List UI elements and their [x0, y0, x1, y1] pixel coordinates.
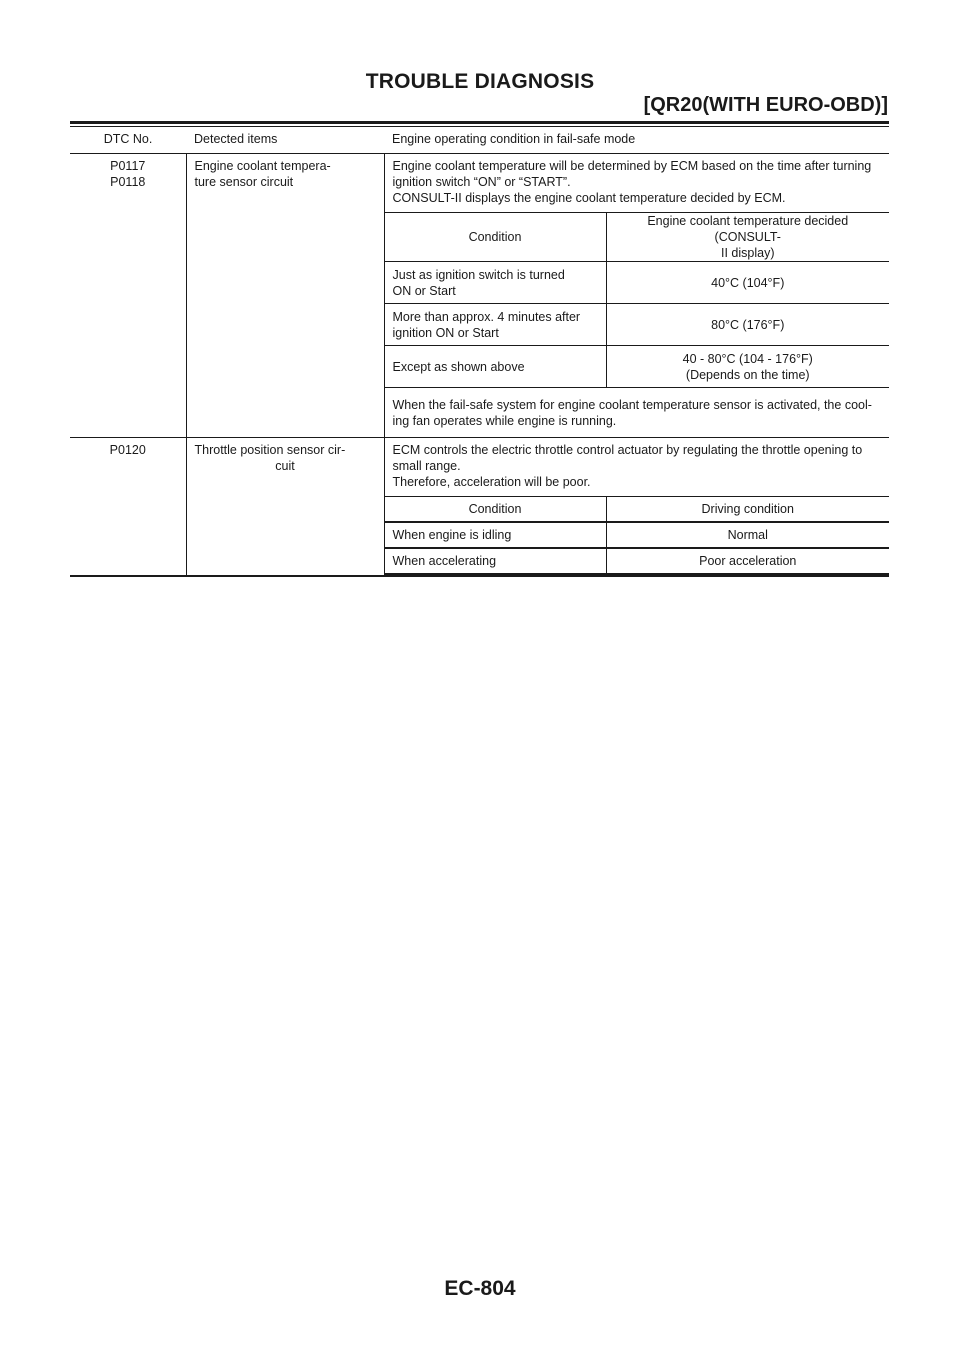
- description-line: CONSULT-II displays the engine coolant temperature decided by ECM.: [392, 191, 786, 205]
- fail-safe-note: [385, 388, 890, 438]
- description-line: ignition switch “ON” or “START”.: [392, 175, 571, 189]
- coolant-temp-subtable: [385, 212, 890, 437]
- temperature-value: 40°C (104°F): [606, 262, 889, 304]
- subtable-note-row: [385, 388, 890, 438]
- subtable-row: [385, 346, 890, 388]
- subtable-row: [385, 262, 890, 304]
- throttle-subtable: [385, 496, 890, 575]
- subtable-header-driving: Driving condition: [606, 497, 889, 523]
- dtc-cell: [70, 438, 186, 577]
- section-subtitle: [QR20(WITH EURO-OBD)]: [643, 94, 888, 116]
- subtable-row: [385, 548, 890, 574]
- subtable-row: [385, 304, 890, 346]
- detected-item-line: ture sensor circuit: [194, 175, 294, 189]
- note-line: ing fan operates while engine is running.: [392, 413, 617, 428]
- fail-safe-description: [385, 438, 890, 496]
- table-row: [70, 438, 889, 577]
- column-header-dtc: DTC No.: [70, 127, 186, 154]
- fail-safe-table: [70, 127, 889, 577]
- condition-cell: [385, 262, 607, 304]
- condition-line: Just as ignition switch is turned: [392, 267, 565, 282]
- subtable-header-line: II display): [721, 246, 775, 260]
- dtc-cell: [70, 154, 186, 438]
- detected-item-cell: [186, 154, 384, 438]
- dtc-code: P0120: [109, 443, 146, 457]
- note-line: When the fail-safe system for engine coolant temperature sensor is activated, the cool-: [392, 397, 872, 412]
- table-header-row: [70, 127, 889, 154]
- condition-line: More than approx. 4 minutes after: [392, 309, 581, 324]
- header-rule-thick: [70, 121, 889, 124]
- detected-item-line: Throttle position sensor cir-: [194, 443, 346, 457]
- subtable-header-value: [606, 213, 889, 262]
- condition-cell: When engine is idling: [385, 522, 607, 548]
- table-row: [70, 154, 889, 438]
- page-title: TROUBLE DIAGNOSIS: [365, 70, 595, 93]
- column-header-detected-items: Detected items: [186, 127, 384, 154]
- fail-safe-cell: [384, 154, 889, 438]
- temperature-note: (Depends on the time): [685, 367, 810, 382]
- detected-item-line: Engine coolant tempera-: [194, 159, 331, 173]
- column-header-fail-safe-condition: Engine operating condition in fail-safe mode: [384, 127, 889, 154]
- fail-safe-cell: [384, 438, 889, 577]
- driving-condition-value: Normal: [606, 522, 889, 548]
- condition-cell: [385, 304, 607, 346]
- subtable-row: [385, 522, 890, 548]
- condition-line: ON or Start: [392, 283, 456, 298]
- subtable-header-row: [385, 497, 890, 523]
- dtc-code: P0117: [110, 159, 146, 173]
- condition-cell: When accelerating: [385, 548, 607, 574]
- detected-item-line: cuit: [275, 459, 295, 473]
- condition-cell: Except as shown above: [385, 346, 607, 388]
- fail-safe-description: [385, 154, 890, 212]
- temperature-value: 40 - 80°C (104 - 176°F): [682, 351, 813, 366]
- subtable-header-line: Engine coolant temperature decided (CONSULT-: [647, 214, 849, 244]
- dtc-code: P0118: [110, 175, 146, 189]
- temperature-value-cell: [606, 346, 889, 388]
- detected-item-cell: [186, 438, 384, 577]
- description-line: Engine coolant temperature will be determined by ECM based on the time after turning: [392, 159, 872, 173]
- page-number: EC-804: [444, 1277, 516, 1300]
- driving-condition-value: Poor acceleration: [606, 548, 889, 574]
- subtable-header-row: [385, 213, 890, 262]
- description-line: ECM controls the electric throttle control actuator by regulating the throttle opening to: [392, 443, 863, 457]
- subtable-header-condition: Condition: [385, 213, 607, 262]
- description-line: small range.: [392, 459, 461, 473]
- subtable-header-condition: Condition: [385, 497, 607, 523]
- condition-line: ignition ON or Start: [392, 325, 499, 340]
- description-line: Therefore, acceleration will be poor.: [392, 475, 591, 489]
- temperature-value: 80°C (176°F): [606, 304, 889, 346]
